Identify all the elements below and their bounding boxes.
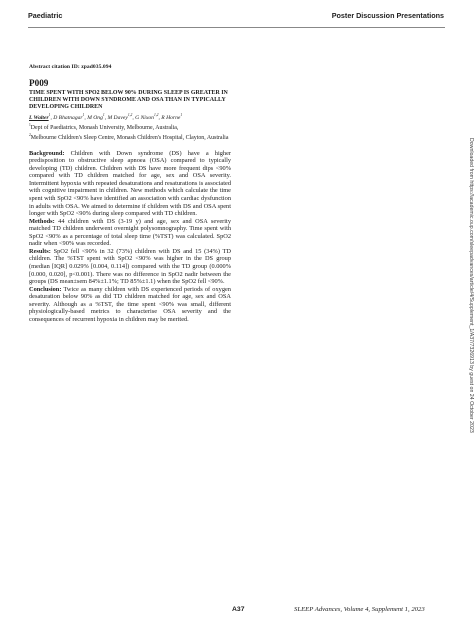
background-text: Children with Down syndrome (DS) have a higher predisposition to obstructive sleep apnoea (OSA) compared to typically developing (TD) children. Children with DS have more frequent dips <90% compared with TD children matched for age, sex and OSA severity. Intermittent hypoxia with repeated desaturations and resaturations is associated with cognitive impairment in children. New methods which calculate the time spent with SpO2 <90% have identified an association with cardiac dysfunction in adults with OSA. We aimed to determine if children with DS and OSA spent longer with SpO2 <90% during sleep compared with TD children. xyxy=(29,149,232,218)
conclusion-text: Twice as many children with DS experienced periods of oxygen desaturation below 90% as did TD children matched for age, sex and OSA severity. Although as a %TST, the time spent <90% was small, different physiologically-based metrics to characterise OSA severity and the consequences of recurrent hypoxia in children may be merited. xyxy=(29,285,231,323)
journal-citation: SLEEP Advances, Volume 4, Supplement 1, 2023 xyxy=(294,606,425,613)
background-section xyxy=(29,150,231,218)
author-affiliation-mark: 1,2 xyxy=(153,112,159,117)
header-divider xyxy=(28,27,445,28)
author-name: R Horne xyxy=(161,114,181,121)
author-name: D Bhatnagar xyxy=(53,114,83,121)
abstract-title: TIME SPENT WITH SPO2 BELOW 90% DURING SLEEP IS GREATER IN CHILDREN WITH DOWN SYNDROME AND OSA THAN IN TYPICALLY DEVELOPING CHILDREN xyxy=(29,89,228,111)
abstract-article xyxy=(29,64,231,323)
methods-label: Methods: xyxy=(29,217,55,225)
results-text: SpO2 fell <90% in 32 (73%) children with DS and 15 (34%) TD children. The %TST spent with SpO2 <90% was higher in the DS group (median [IQR] 0.029% [0.004, 0.114]) compared with the TD group (0.000% [0.000, 0.020], p<0.001). There was no difference in SpO2 nadir between the groups (DS mean±sem 84%±1.1%; TD 85%±1.1) when the SpO2 fell <90%. xyxy=(29,247,231,286)
author-name: L Walter xyxy=(29,114,49,121)
author-name: M Ong xyxy=(87,114,103,121)
author-name: G Nixon xyxy=(135,114,154,121)
running-header-category: Poster Discussion Presentations xyxy=(331,11,444,20)
author-list: L Walter$^1$, D Bhatnagar$^1$, M Ong$^1$, M Davey$^{1,2}$, G Nixon$^{1,2}$, R Horne$^1$ xyxy=(29,112,183,121)
download-notice: Downloaded from https://academic.oup.com/sleepadvances/article/4/Supplement_1/A37/7326913 by guest on 24 October 2023 xyxy=(468,138,474,433)
results-section xyxy=(29,248,231,286)
author-affiliation-mark: 1 xyxy=(180,112,183,117)
author-affiliation-mark: 1,2 xyxy=(127,112,133,117)
background-label: Background: xyxy=(29,149,65,157)
affiliation-list xyxy=(29,122,231,142)
methods-section xyxy=(29,218,231,248)
page-number: A37 xyxy=(232,606,245,613)
author-name: M Davey xyxy=(107,114,128,121)
affiliation-item: $^1$Dept of Paediatrics, Monash University, Melbourne, Australia, xyxy=(29,122,179,131)
results-label: Results: xyxy=(29,247,51,255)
author-affiliation-mark: 1 xyxy=(48,112,51,117)
abstract-citation-id: Abstract citation ID: zpad035.094 xyxy=(29,64,112,70)
conclusion-section xyxy=(29,286,231,324)
author-affiliation-mark: 1 xyxy=(82,112,85,117)
conclusion-label: Conclusion: xyxy=(29,285,62,293)
methods-text: 44 children with DS (3-19 y) and age, sex and OSA severity matched TD children underwent overnight polysomnography. Time spent with SpO2 <90% as a percentage of total sleep time (%TST) was calculated. SpO2 nadir when <90% was recorded. xyxy=(29,217,231,248)
running-header-section: Paediatric xyxy=(28,11,63,20)
poster-id: P009 xyxy=(29,77,49,88)
author-affiliation-mark: 1 xyxy=(102,112,105,117)
affiliation-item: $^2$Melbourne Children's Sleep Centre, Monash Children's Hospital, Clayton, Australia xyxy=(29,132,229,141)
